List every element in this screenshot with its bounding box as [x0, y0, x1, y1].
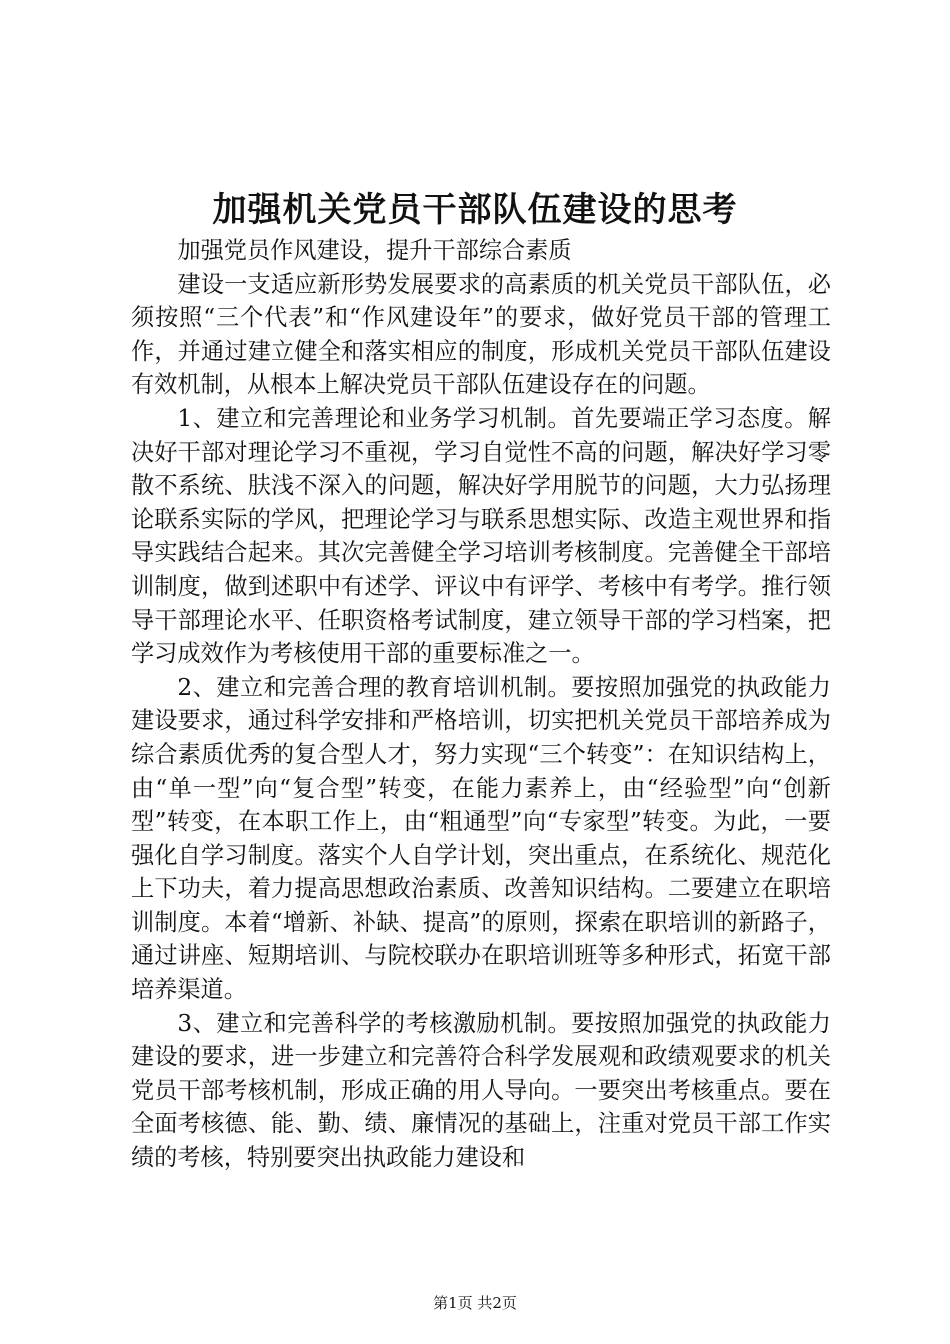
document-title: 加强机关党员干部队伍建设的思考 [212, 190, 738, 230]
paragraph-1: 1、建立和完善理论和业务学习机制。首先要端正学习态度。解决好干部对理论学习不重视，学习自觉性不高的问题，解决好学习零散不系统、肤浅不深入的问题，解决好学用脱节的问题，大力弘扬理论联系实际的学风，把理论学习与联系思想实际、改造主观世界和指导实践结合起来。其次完善健全学习培训考核制度。完善健全干部培训制度，做到述职中有述学、评议中有评学、考核中有考学。推行领导干部理论水平、任职资格考试制度，建立领导干部的学习档案，把学习成效作为考核使用干部的重要标准之一。 [131, 404, 831, 668]
document-subtitle: 加强党员作风建设，提升干部综合素质 [177, 237, 572, 264]
paragraph-3: 3、建立和完善科学的考核激励机制。要按照加强党的执政能力建设的要求，进一步建立和完善符合科学发展观和政绩观要求的机关党员干部考核机制，形成正确的用人导向。一要突出考核重点。要在全面考核德、能、勤、绩、廉情况的基础上，注重对党员干部工作实绩的考核，特别要突出执政能力建设和 [131, 1009, 831, 1172]
paragraph-intro: 建设一支适应新形势发展要求的高素质的机关党员干部队伍，必须按照“三个代表”和“作风建设年”的要求，做好党员干部的管理工作，并通过建立健全和落实相应的制度，形成机关党员干部队伍建设有效机制，从根本上解决党员干部队伍建设存在的问题。 [131, 270, 831, 399]
paragraph-2: 2、建立和完善合理的教育培训机制。要按照加强党的执政能力建设要求，通过科学安排和严格培训，切实把机关党员干部培养成为综合素质优秀的复合型人才，努力实现“三个转变”：在知识结构上，由“单一型”向“复合型”转变，在能力素养上，由“经验型”向“创新型”转变，在本职工作上，由“粗通型”向“专家型”转变。为此，一要强化自学习制度。落实个人自学计划，突出重点，在系统化、规范化上下功夫，着力提高思想政治素质、改善知识结构。二要建立在职培训制度。本着“增新、补缺、提高”的原则，探索在职培训的新路子，通过讲座、短期培训、与院校联办在职培训班等多种形式，拓宽干部培养渠道。 [131, 673, 831, 1004]
page-number-footer: 第1页 共2页 [433, 1294, 517, 1312]
document-body [131, 234, 831, 1175]
